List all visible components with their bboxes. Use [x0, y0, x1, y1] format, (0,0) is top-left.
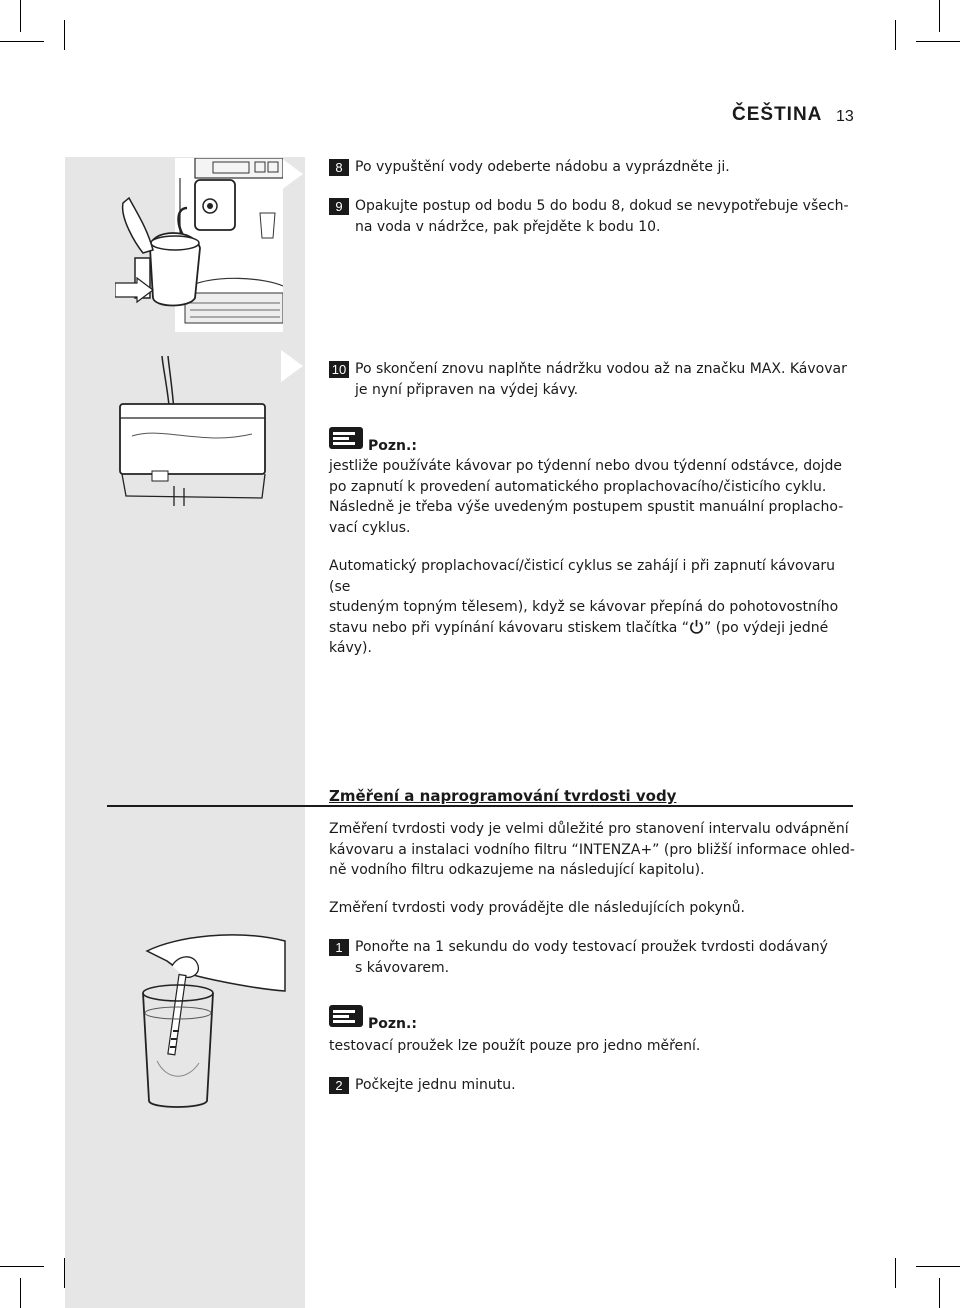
- paragraph-line: Změření tvrdosti vody je velmi důležité pro stanovení intervalu odvápnění: [329, 821, 849, 837]
- crop-mark: [0, 1266, 44, 1267]
- crop-mark: [64, 20, 65, 50]
- step-number: 1: [329, 939, 349, 956]
- step-text-line: Ponořte na 1 sekundu do vody testovací proužek tvrdosti dodávaný: [355, 939, 828, 955]
- step-text-line: je nyní připraven na výdej kávy.: [355, 381, 579, 398]
- paragraph-text: stavu nebo při vypínání kávovaru stiskem tlačítka “: [329, 619, 690, 636]
- paragraph-text: ” (po výdeji jedné kávy).: [329, 619, 829, 656]
- step-text-line: Po skončení znovu naplňte nádržku vodou až na značku MAX. Kávovar: [355, 361, 847, 377]
- language-header: ČEŠTINA: [732, 104, 823, 125]
- paragraph-line: studeným topným tělesem), když se kávovar přepíná do pohotovostního: [329, 599, 839, 615]
- notch-marker: [281, 158, 303, 190]
- paragraph-line: ně vodního filtru odkazujeme na následující kapitolu).: [329, 862, 705, 878]
- note-text: testovací proužek lze použít pouze pro jedno měření.: [329, 1038, 701, 1054]
- crop-mark: [939, 1278, 940, 1308]
- step-text: Počkejte jednu minutu.: [355, 1077, 516, 1093]
- section-divider: [107, 805, 853, 807]
- crop-mark: [916, 1266, 960, 1267]
- step-8: [329, 157, 859, 178]
- page-number: 13: [836, 108, 854, 125]
- crop-mark: [20, 1278, 21, 1308]
- step-text-line: s kávovarem.: [355, 959, 450, 976]
- crop-mark: [939, 0, 940, 32]
- step-text-line: na voda v nádržce, pak přejděte k bodu 10.: [355, 218, 661, 235]
- note-line: jestliže používáte kávovar po týdenní nebo dvou týdenní odstávce, dojde: [329, 458, 843, 474]
- crop-mark: [895, 1258, 896, 1288]
- crop-mark: [0, 41, 44, 42]
- section-instruction: Změření tvrdosti vody provádějte dle následujících pokynů.: [329, 900, 745, 916]
- step-2: [329, 1075, 859, 1096]
- step-number: 2: [329, 1077, 349, 1094]
- section-title: Změření a naprogramování tvrdosti vody: [329, 787, 677, 805]
- crop-mark: [916, 41, 960, 42]
- step-number: 10: [329, 361, 349, 378]
- notch-marker: [281, 350, 303, 382]
- auto-cycle-paragraph: [329, 556, 859, 659]
- step-text-line: Opakujte postup od bodu 5 do bodu 8, dokud se nevypotřebuje všech-: [355, 198, 849, 214]
- note-line: vací cyklus.: [329, 519, 411, 536]
- power-icon: [689, 619, 704, 634]
- note-text: [329, 456, 859, 538]
- test-strip-illustration: [107, 931, 287, 1111]
- note-icon: [329, 427, 363, 449]
- section-intro: [329, 819, 859, 881]
- crop-mark: [895, 20, 896, 50]
- note-label: Pozn.:: [368, 1016, 417, 1032]
- paragraph-line: kávovaru a instalaci vodního filtru “INTENZA+” (pro bližší informace ohled-: [329, 841, 855, 858]
- note-line: po zapnutí k provedení automatického proplachovacího/čisticího cyklu.: [329, 478, 827, 495]
- machine-jug-illustration: [115, 158, 283, 332]
- water-tank-illustration: [112, 356, 270, 508]
- paragraph-line: Automatický proplachovací/čisticí cyklus se zahájí i při zapnutí kávovaru (se: [329, 558, 836, 595]
- crop-mark: [20, 0, 21, 32]
- paragraph-line: [329, 618, 859, 659]
- step-number: 9: [329, 198, 349, 215]
- step-1: [329, 937, 859, 978]
- step-10: [329, 359, 859, 400]
- note-icon: [329, 1005, 363, 1027]
- step-text: Po vypuštění vody odeberte nádobu a vyprázdněte ji.: [355, 159, 730, 175]
- step-9: [329, 196, 859, 237]
- note-line: Následně je třeba výše uvedeným postupem spustit manuální proplacho-: [329, 499, 844, 515]
- note-label: Pozn.:: [368, 438, 417, 454]
- step-number: 8: [329, 159, 349, 176]
